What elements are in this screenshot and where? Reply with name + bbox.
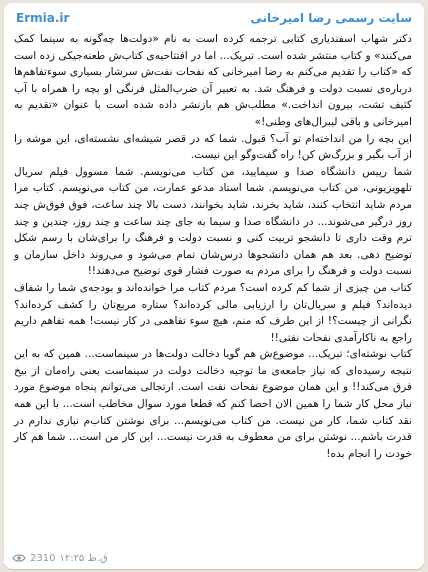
view-count: 2310 xyxy=(30,552,56,564)
paragraph-5: کتاب نوشته‌ای؛ تبریک... موضوع‌ش هم گویا دخالت دولت‌ها در سینماست... همین که به این نتیجه رسیده‌ای که نیاز جامعه‌ی ما توجیه دخالت دولت در سینماست یعنی راه‌مان از بیخ فرق می‌کند!! و این همان موضوع نفحات نفت است. ارتجالی می‌توانم پنجاه موضوع مورد نیاز محل کار شما را همین الان احصا کنم که قطعا مورد سوال مخاطب است... با این همه نقد کتاب شما، کار من نیست. من کتاب می‌نویسم... برای نوشتن کتاب‌م نیازی ندارم در قدرت باشم... نوشتن برای من معطوف به قدرت نیست... این کار من است... شما هم کار خودت را انجام بده! xyxy=(14,348,412,460)
paragraph-1: دکتر شهاب اسفندیاری کتابی ترجمه کرده است به نام «دولت‌ها چه‌گونه به سینما کمک می‌کنند» و کتاب منتشر شده است. تبریک... اما در افتتاحیه‌ی کتاب‌ش طعنه‌جیکی زده است که «کتاب را تقدیم می‌کنم به رضا امیرخانی که نفحات نفت‌ش سرشار بسیاری سوءتفاهم‌ها درباره‌ی نسبت دولت و فرهنگ شد. به تعبیر آن ضرب‌المثل فرنگی او بچه را همراه با آب کثیف تشت، بیرون انداخت.» مطلب‌ش هم بازنشر داده شده است با عنوان «تقدیم به امیرخانی و باقی لیبرال‌های وطنی!» xyxy=(14,33,412,128)
message-text xyxy=(14,31,412,462)
message-meta xyxy=(12,551,108,565)
channel-title[interactable]: سایت رسمی رضا امیرخانی xyxy=(250,11,412,25)
message-time: ق.ظ ۱۲:۲۵ xyxy=(59,552,108,564)
paragraph-2: این بچه را من انداخته‌ام تو آب؟ قبول. شما که در قصر شیشه‌ای نشسته‌ای، این موشه را از آب بگیر و بزرگ‌ش کن! راه گفت‌وگو این نیست. xyxy=(14,132,412,162)
paragraph-3: شما رییس دانشگاه صدا و سیمایید، من کتاب می‌نویسم. شما مسوول فیلم سریال تلهویزیونی، من کتاب می‌نویسم. شما استاد مدعو عمارت، من کتاب می‌نویسم. کتاب مرا مردم شاید انتخاب کنند، شاید بخرند، شاید بخوانند، دست بالا چند ساعت، فوق‌ فوق‌ش چند روز درگیر می‌شوند... در دانشگاه صدا و سیما به جای چند ساعت و چند روز، چندین و چند ترم وقت داری تا دانشجو تربیت کنی و نسبت دولت و فرهنگ را برای‌شان با رسم شکل توضیح دهی. بعد هم همان دانشجوها درس‌شان تمام می‌شود و می‌روند داخل سازمان و نسبت دولت و فرهنگ را برای مردم به صورت فشار قوی توضیح می‌دهند!! xyxy=(14,165,412,278)
message-header xyxy=(16,9,412,27)
paragraph-4: کتاب من چیزی از شما کم کرده است؟ مردم کتاب مرا خوانده‌اند و بودجه‌ی شما را شفاف دیده‌اند؟ فیلم و سریال‌تان را ارزیابی مالی کرده‌اند؟ ستاره مربع‌تان را کشف کرده‌اند؟ نگرانی از چیست؟! از این طرف که منم، هیچ سوء تفاهمی در کار نیست! همه تفاهم داریم راجع به ناکارآمدی نفحات نفتی!! xyxy=(14,281,412,344)
message-bubble[interactable] xyxy=(4,3,424,569)
channel-site-link[interactable]: Ermia.ir xyxy=(16,11,70,25)
eye-icon xyxy=(12,553,26,563)
